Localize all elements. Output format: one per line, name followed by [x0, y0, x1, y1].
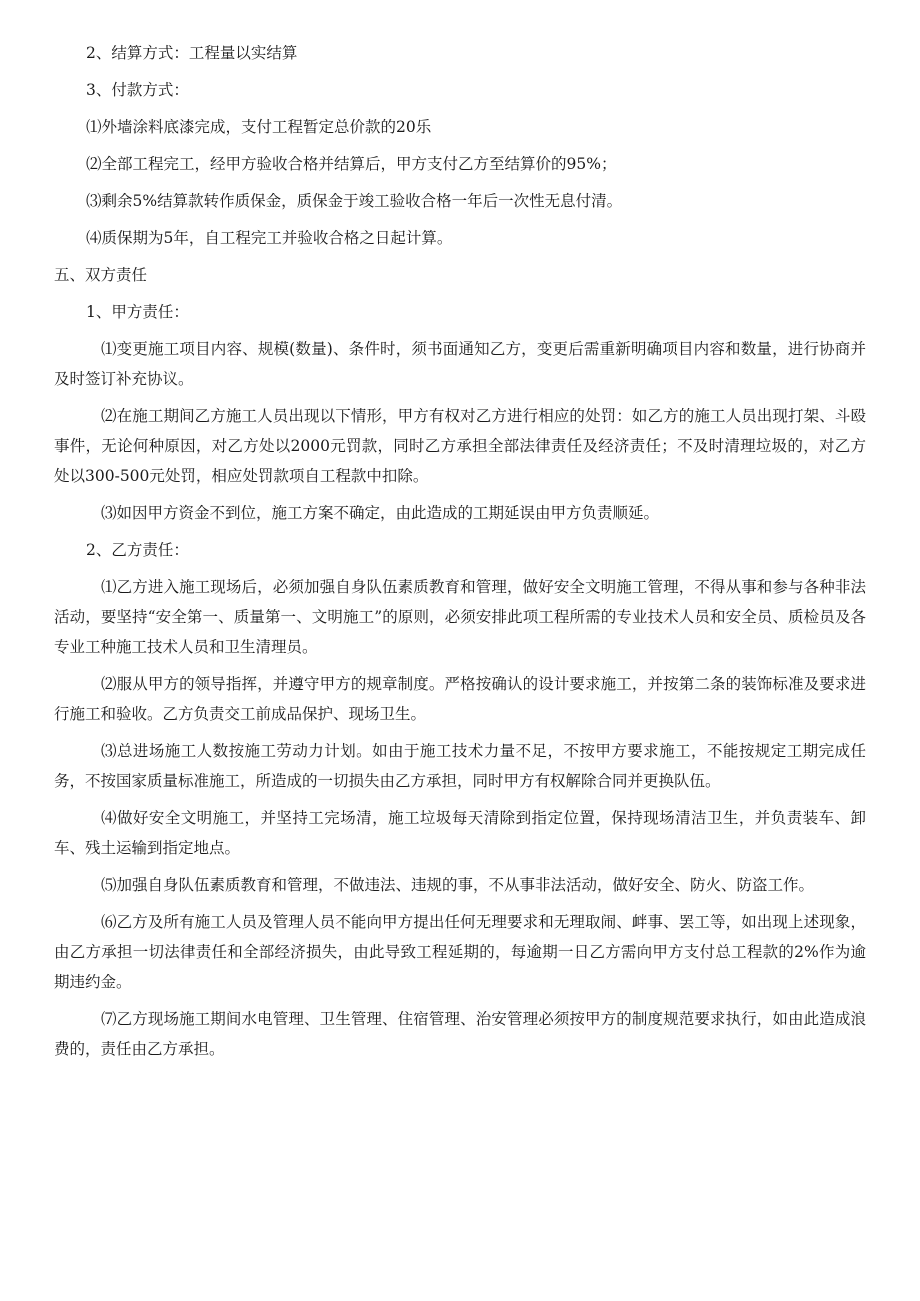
section-heading-responsibilities: 五、双方责任 — [54, 266, 148, 284]
party-b-heading: 2、乙方责任： — [86, 541, 189, 559]
payment-clause-2: ⑵全部工程完工，经甲方验收合格并结算后，甲方支付乙方至结算价的95%； — [86, 155, 617, 173]
party-a-clause-3: ⑶如因甲方资金不到位，施工方案不确定，由此造成的工期延误由甲方负责顺延。 — [101, 504, 660, 522]
party-b-clause-2: ⑵服从甲方的领导指挥，并遵守甲方的规章制度。严格按确认的设计要求施工，并按第二条的装饰标准及要求进行施工和验收。乙方负责交工前成品保护、现场卫生。 — [54, 675, 866, 723]
payment-clause-3: ⑶剩余5%结算款转作质保金，质保金于竣工验收合格一年后一次性无息付清。 — [86, 192, 623, 210]
party-a-clause-2: ⑵在施工期间乙方施工人员出现以下情形，甲方有权对乙方进行相应的处罚：如乙方的施工人员出现打架、斗殴事件，无论何种原因，对乙方处以2000元罚款，同时乙方承担全部法律责任及经济责任；不及时清理垃圾的，对乙方处以300-500元处罚，相应处罚款项自工程款中扣除。 — [54, 407, 866, 485]
party-b-clause-1: ⑴乙方进入施工现场后，必须加强自身队伍素质教育和管理，做好安全文明施工管理，不得从事和参与各种非法活动，要坚持“安全第一、质量第一、文明施工”的原则，必须安排此项工程所需的专业技术人员和安全员、质检员及各专业工种施工技术人员和卫生清理员。 — [54, 578, 866, 656]
document-body — [54, 38, 866, 1064]
party-b-clause-7: ⑺乙方现场施工期间水电管理、卫生管理、住宿管理、治安管理必须按甲方的制度规范要求执行，如由此造成浪费的，责任由乙方承担。 — [54, 1010, 866, 1058]
payment-method-heading: 3、付款方式： — [86, 81, 189, 99]
party-b-clause-4: ⑷做好安全文明施工，并坚持工完场清，施工垃圾每天清除到指定位置，保持现场清洁卫生，并负责装车、卸车、残土运输到指定地点。 — [54, 809, 866, 857]
payment-clause-1: ⑴外墙涂料底漆完成，支付工程暂定总价款的20乐 — [86, 118, 432, 136]
payment-clause-4: ⑷质保期为5年，自工程完工并验收合格之日起计算。 — [86, 229, 453, 247]
party-a-clause-1: ⑴变更施工项目内容、规模(数量)、条件时，须书面通知乙方，变更后需重新明确项目内容和数量，进行协商并及时签订补充协议。 — [54, 340, 866, 388]
party-a-heading: 1、甲方责任： — [86, 303, 189, 321]
party-b-clause-5: ⑸加强自身队伍素质教育和管理，不做违法、违规的事，不从事非法活动，做好安全、防火、防盗工作。 — [101, 876, 815, 894]
party-b-clause-6: ⑹乙方及所有施工人员及管理人员不能向甲方提出任何无理要求和无理取闹、衅事、罢工等，如出现上述现象，由乙方承担一切法律责任和全部经济损失，由此导致工程延期的，每逾期一日乙方需向甲方支付总工程款的2%作为逾期违约金。 — [54, 913, 866, 991]
settlement-method: 2、结算方式：工程量以实结算 — [86, 44, 298, 62]
party-b-clause-3: ⑶总进场施工人数按施工劳动力计划。如由于施工技术力量不足，不按甲方要求施工，不能按规定工期完成任务，不按国家质量标准施工，所造成的一切损失由乙方承担，同时甲方有权解除合同并更换队伍。 — [54, 742, 866, 790]
